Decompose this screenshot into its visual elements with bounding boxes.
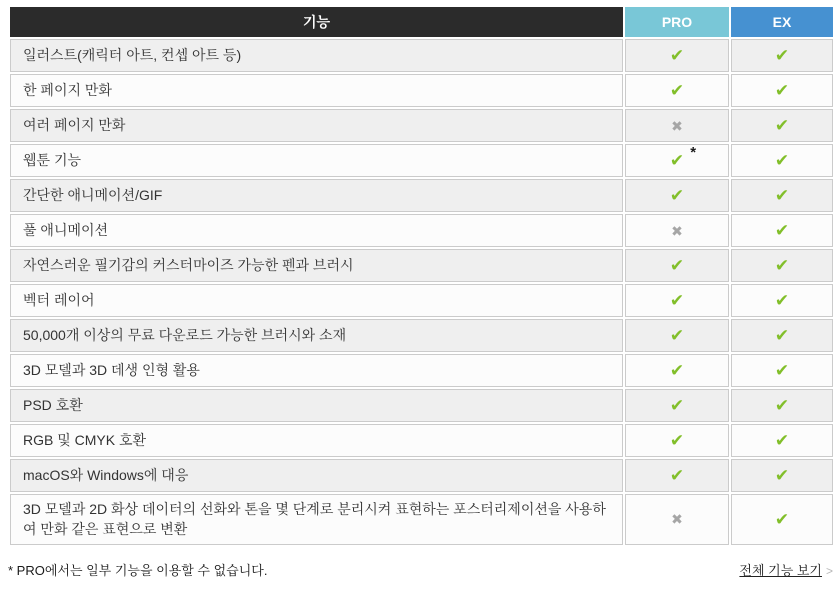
feature-name: 웹툰 기능 xyxy=(10,144,623,177)
pro-support-cell xyxy=(625,74,729,107)
ex-column-header: EX xyxy=(731,7,833,37)
feature-table-body xyxy=(10,39,833,545)
feature-name: RGB 및 CMYK 호환 xyxy=(10,424,623,457)
table-row xyxy=(10,109,833,142)
feature-column-header: 기능 xyxy=(10,7,623,37)
table-row xyxy=(10,144,833,177)
full-feature-list-link[interactable]: 전체 기능 보기 xyxy=(739,562,822,578)
check-icon: ✔ xyxy=(774,46,790,65)
check-icon: ✔ xyxy=(774,326,790,345)
table-header xyxy=(10,7,833,37)
check-icon: ✔ xyxy=(774,431,790,450)
table-row xyxy=(10,494,833,545)
ex-support-cell xyxy=(731,389,833,422)
ex-support-cell xyxy=(731,424,833,457)
mark-wrap xyxy=(775,82,789,99)
mark-wrap xyxy=(670,327,684,344)
mark-wrap xyxy=(775,432,789,449)
check-icon: ✔ xyxy=(669,326,685,345)
check-icon: ✔ xyxy=(774,221,790,240)
check-icon: ✔ xyxy=(669,256,685,275)
mark-wrap xyxy=(775,467,789,484)
pro-support-cell xyxy=(625,494,729,545)
feature-comparison-table xyxy=(8,5,835,547)
feature-name: 50,000개 이상의 무료 다운로드 가능한 브러시와 소재 xyxy=(10,319,623,352)
x-icon: ✖ xyxy=(671,117,683,134)
check-icon: ✔ xyxy=(774,256,790,275)
mark-wrap xyxy=(669,144,697,170)
check-icon: ✔ xyxy=(774,186,790,205)
mark-wrap xyxy=(670,362,684,379)
table-row xyxy=(10,354,833,387)
pro-support-cell xyxy=(625,389,729,422)
pro-support-cell xyxy=(625,179,729,212)
mark-wrap xyxy=(670,292,684,309)
mark-wrap xyxy=(670,467,684,484)
table-row xyxy=(10,284,833,317)
pro-support-cell xyxy=(625,354,729,387)
table-row xyxy=(10,179,833,212)
check-icon: ✔ xyxy=(669,361,685,380)
feature-name: 3D 모델과 3D 데생 인형 활용 xyxy=(10,354,623,387)
table-row xyxy=(10,74,833,107)
feature-name: 벡터 레이어 xyxy=(10,284,623,317)
ex-support-cell xyxy=(731,179,833,212)
table-row xyxy=(10,319,833,352)
table-row xyxy=(10,389,833,422)
ex-support-cell xyxy=(731,494,833,545)
check-icon: ✔ xyxy=(669,396,685,415)
check-icon: ✔ xyxy=(774,466,790,485)
pro-support-cell xyxy=(625,319,729,352)
mark-wrap xyxy=(775,327,789,344)
ex-support-cell xyxy=(731,74,833,107)
check-icon: ✔ xyxy=(774,116,790,135)
check-icon: ✔ xyxy=(669,291,685,310)
ex-support-cell xyxy=(731,319,833,352)
ex-support-cell xyxy=(731,354,833,387)
pro-column-header: PRO xyxy=(625,7,729,37)
mark-wrap xyxy=(775,362,789,379)
check-icon: ✔ xyxy=(669,81,685,100)
check-icon: ✔ xyxy=(774,81,790,100)
mark-wrap xyxy=(775,222,789,239)
feature-name: 여러 페이지 만화 xyxy=(10,109,623,142)
check-icon: ✔ xyxy=(669,466,685,485)
check-icon: ✔ xyxy=(774,291,790,310)
table-footer xyxy=(8,560,833,580)
mark-wrap xyxy=(670,187,684,204)
pro-support-cell xyxy=(625,424,729,457)
pro-support-cell xyxy=(625,39,729,72)
feature-name: 3D 모델과 2D 화상 데이터의 선화와 톤을 몇 단계로 분리시켜 표현하는 포스터리제이션을 사용하여 만화 같은 표현으로 변환 xyxy=(10,494,623,545)
table-row xyxy=(10,214,833,247)
chevron-right-icon: > xyxy=(825,563,833,578)
feature-name: 간단한 애니메이션/GIF xyxy=(10,179,623,212)
pro-support-cell xyxy=(625,459,729,492)
full-feature-link-wrap xyxy=(739,560,833,580)
pro-limitation-footnote: * PRO에서는 일부 기능을 이용할 수 없습니다. xyxy=(8,563,268,579)
ex-support-cell xyxy=(731,249,833,282)
mark-wrap xyxy=(671,223,683,239)
mark-wrap xyxy=(670,257,684,274)
ex-support-cell xyxy=(731,214,833,247)
ex-support-cell xyxy=(731,459,833,492)
pro-support-cell xyxy=(625,284,729,317)
feature-name: 한 페이지 만화 xyxy=(10,74,623,107)
mark-wrap xyxy=(775,47,789,64)
pro-support-cell xyxy=(625,249,729,282)
header-row xyxy=(10,7,833,37)
feature-name: 일러스트(캐릭터 아트, 컨셉 아트 등) xyxy=(10,39,623,72)
mark-wrap xyxy=(670,432,684,449)
mark-wrap xyxy=(775,152,789,169)
feature-name: 자연스러운 필기감의 커스터마이즈 가능한 펜과 브러시 xyxy=(10,249,623,282)
check-icon: ✔ xyxy=(774,396,790,415)
asterisk-note-icon: * xyxy=(690,144,697,161)
table-row xyxy=(10,39,833,72)
mark-wrap xyxy=(671,511,683,527)
x-icon: ✖ xyxy=(671,222,683,239)
check-icon: ✔ xyxy=(774,509,790,529)
check-icon: ✔ xyxy=(669,186,685,205)
table-row xyxy=(10,249,833,282)
mark-wrap xyxy=(671,118,683,134)
check-icon: ✔ xyxy=(669,151,685,170)
feature-name: 풀 애니메이션 xyxy=(10,214,623,247)
feature-name: PSD 호환 xyxy=(10,389,623,422)
mark-wrap xyxy=(775,511,789,528)
check-icon: ✔ xyxy=(774,361,790,380)
pro-support-cell xyxy=(625,109,729,142)
mark-wrap xyxy=(670,47,684,64)
mark-wrap xyxy=(775,117,789,134)
table-row xyxy=(10,424,833,457)
comparison-page xyxy=(8,5,833,580)
mark-wrap xyxy=(775,397,789,414)
ex-support-cell xyxy=(731,284,833,317)
pro-support-cell xyxy=(625,144,729,177)
mark-wrap xyxy=(775,187,789,204)
mark-wrap xyxy=(775,292,789,309)
pro-support-cell xyxy=(625,214,729,247)
ex-support-cell xyxy=(731,144,833,177)
feature-name: macOS와 Windows에 대응 xyxy=(10,459,623,492)
check-icon: ✔ xyxy=(774,151,790,170)
mark-wrap xyxy=(670,82,684,99)
mark-wrap xyxy=(670,397,684,414)
ex-support-cell xyxy=(731,109,833,142)
mark-wrap xyxy=(775,257,789,274)
table-row xyxy=(10,459,833,492)
check-icon: ✔ xyxy=(669,431,685,450)
x-icon: ✖ xyxy=(671,511,683,528)
check-icon: ✔ xyxy=(669,46,685,65)
ex-support-cell xyxy=(731,39,833,72)
